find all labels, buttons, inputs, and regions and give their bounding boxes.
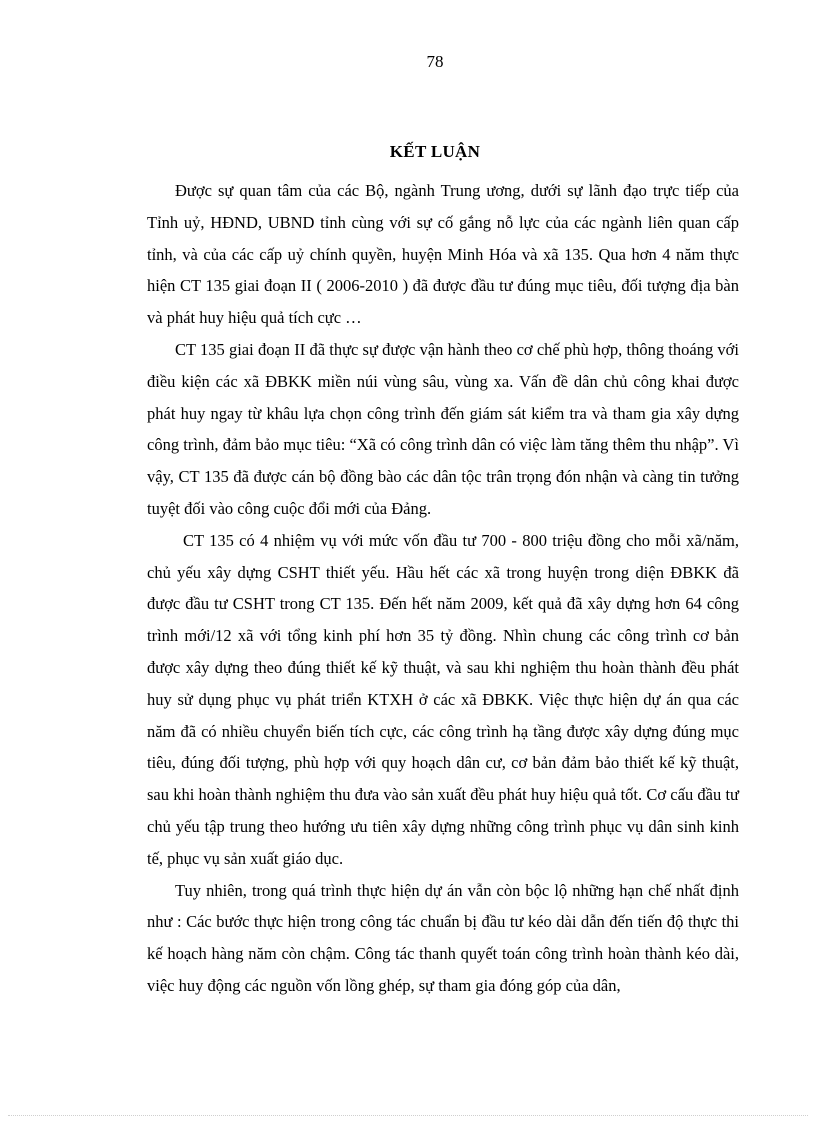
paragraph-4: Tuy nhiên, trong quá trình thực hiện dự án vẫn còn bộc lộ những hạn chế nhất định như : Các bước thực hiện trong công tác chuẩn bị đầu tư kéo dài dẫn đến tiến độ thực thi kế hoạch hàng năm còn chậm. Công tác thanh quyết toán công trình hoàn thành kéo dài, việc huy động các nguồn vốn lồng ghép, sự tham gia đóng góp của dân, (147, 880, 739, 995)
paragraph-2: CT 135 giai đoạn II đã thực sự được vận hành theo cơ chế phù hợp, thông thoáng với điều kiện các xã ĐBKK miền núi vùng sâu, vùng xa. Vấn đề dân chủ công khai được phát huy ngay từ khâu lựa chọn công trình đến giám sát kiểm tra và tham gia xây dựng công trình, đảm bảo mục tiêu: “Xã có công trình dân có việc làm tăng thêm thu nhập”. Vì vậy, CT 135 đã được cán bộ đồng bào các dân tộc trân trọng đón nhận và càng tin tưởng tuyệt đối vào công cuộc đổi mới của Đảng. (147, 339, 739, 518)
page-number: 78 (426, 52, 444, 71)
section-title: KẾT LUẬN (389, 142, 481, 161)
paragraph-3: CT 135 có 4 nhiệm vụ với mức vốn đầu tư 700 - 800 triệu đồng cho mỗi xã/năm, chủ yếu xây dựng CSHT thiết yếu. Hầu hết các xã trong huyện trong diện ĐBKK đã được đầu tư CSHT trong CT 135. Đến hết năm 2009, kết quả đã xây dựng hơn 64 công trình mới/12 xã với tổng kinh phí hơn 35 tỷ đồng. Nhìn chung các công trình cơ bản được xây dựng theo đúng thiết kế kỹ thuật, và sau khi nghiệm thu hoàn thành đều phát huy sử dụng phục vụ phát triển KTXH ở các xã ĐBKK. Việc thực hiện dự án qua các năm đã có nhiều chuyển biến tích cực, các công trình hạ tầng được xây dựng đúng mục tiêu, đúng đối tượng, phù hợp với quy hoạch dân cư, cơ bản đảm bảo thiết kế kỹ thuật, sau khi hoàn thành nghiệm thu đưa vào sản xuất đều phát huy hiệu quả tốt. Cơ cấu đầu tư chủ yếu tập trung theo hướng ưu tiên xây dựng những công trình phục vụ dân sinh kinh tế, phục vụ sản xuất giáo dục. (147, 530, 739, 868)
body-text (147, 175, 739, 1002)
paragraph-1: Được sự quan tâm của các Bộ, ngành Trung ương, dưới sự lãnh đạo trực tiếp của Tỉnh uỷ, HĐND, UBND tỉnh cùng với sự cố gắng nỗ lực của các ngành liên quan cấp tỉnh, và của các cấp uỷ chính quyền, huyện Minh Hóa và xã 135. Qua hơn 4 năm thực hiện CT 135 giai đoạn II ( 2006-2010 ) đã được đầu tư đúng mục tiêu, đối tượng địa bàn và phát huy hiệu quả tích cực … (147, 181, 739, 328)
page-bottom-divider (8, 1115, 808, 1116)
